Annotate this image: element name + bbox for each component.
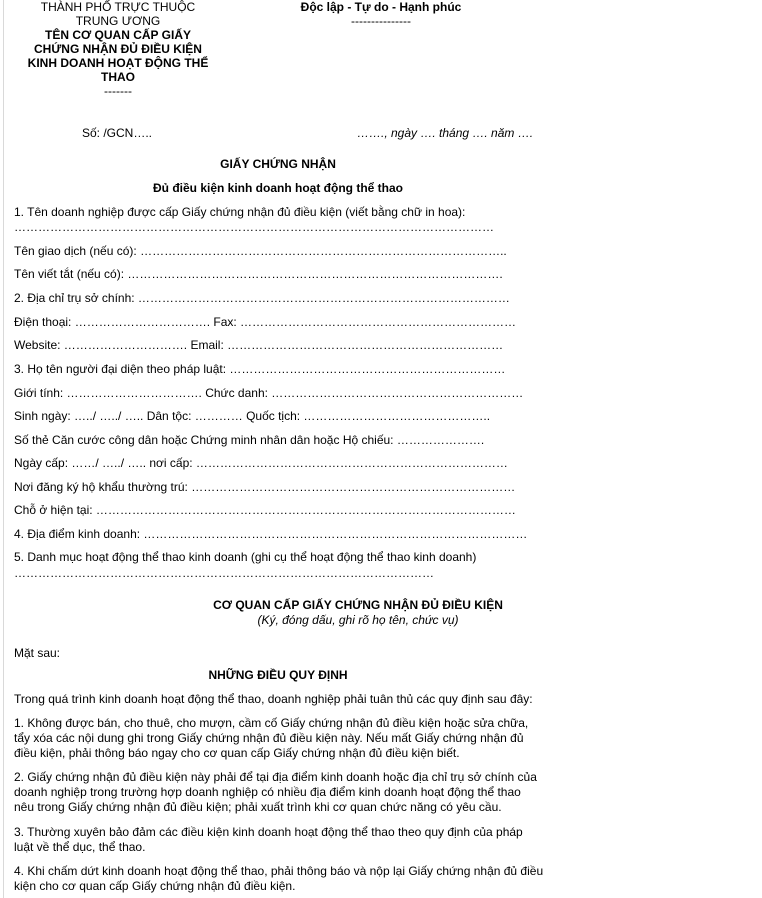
certificate-number: Số: /GCN…..: [82, 126, 153, 140]
signature-note: (Ký, đóng dấu, ghi rõ họ tên, chức vụ): [257, 613, 459, 627]
issuer-title-line-4: THAO: [101, 70, 135, 84]
field-sport-activities: 5. Danh mục hoạt động thể thao kinh doanh (ghi cụ thể hoạt động thể thao kinh doanh): [14, 550, 477, 564]
back-side-label: Mặt sau:: [14, 646, 61, 660]
field-sport-activities-blank: ……………………………………………………………………………………………: [14, 566, 434, 580]
rules-intro: Trong quá trình kinh doanh hoạt động thể thao, doanh nghiệp phải tuân thủ các quy định sau đây:: [14, 692, 533, 706]
field-company-name-blank: …………………………………………………………………………………………………………: [14, 220, 494, 234]
field-legal-representative: 3. Họ tên người đại diện theo pháp luật: ……………………………………………………………: [14, 362, 506, 376]
page-left-border: [3, 0, 4, 898]
motto-separator: ---------------: [351, 14, 411, 28]
issuer-line-2: TRUNG ƯƠNG: [75, 14, 161, 28]
field-permanent-residence: Nơi đăng ký hộ khẩu thường trú: ………………………………………………………………………: [14, 480, 516, 494]
field-website-email: Website: …………………………. Email: ……………………………………………………………: [14, 338, 504, 352]
issue-date-line: ……., ngày …. tháng …. năm ….: [357, 126, 534, 140]
field-company-name: 1. Tên doanh nghiệp được cấp Giấy chứng nhận đủ điều kiện (viết bằng chữ in hoa):: [14, 205, 466, 219]
issuer-separator: -------: [104, 84, 132, 98]
field-issue-date-place: Ngày cấp: ……/ …../ ….. nơi cấp: ……………………………………………………………………: [14, 456, 508, 470]
rule-item: 3. Thường xuyên bảo đảm các điều kiện kinh doanh hoạt động thể thao theo quy định của pháp luật về thể dục, thể thao.: [14, 825, 523, 854]
rules-title: NHỮNG ĐIỀU QUY ĐỊNH: [208, 668, 348, 682]
field-current-residence: Chỗ ở hiện tại: ……………………………………………………………………………………………: [14, 503, 516, 517]
signature-title: CƠ QUAN CẤP GIẤY CHỨNG NHẬN ĐỦ ĐIỀU KIỆN: [213, 598, 503, 612]
field-business-location: 4. Địa điểm kinh doanh: ……………………………………………………………………………………: [14, 527, 528, 541]
document-title: GIẤY CHỨNG NHẬN: [220, 157, 336, 171]
rule-item: 4. Khi chấm dứt kinh doanh hoạt động thể thao, phải thông báo và nộp lại Giấy chứng nhận đủ điều kiện cho cơ quan cấp Giấy chứng nhận đủ điều kiện.: [14, 864, 544, 893]
field-id-card: Số thẻ Căn cước công dân hoặc Chứng minh nhân dân hoặc Hộ chiếu: ………………….: [14, 433, 485, 447]
issuer-title-line-1: TÊN CƠ QUAN CẤP GIẤY: [44, 28, 192, 42]
field-trade-name: Tên giao dịch (nếu có): ………………………………………………………………………………..: [14, 244, 507, 258]
issuer-header: [14, 0, 222, 98]
issuer-line-1: THÀNH PHỐ TRỰC THUỘC: [40, 0, 196, 14]
national-motto: Độc lập - Tự do - Hạnh phúc: [300, 0, 462, 14]
rule-item: 2. Giấy chứng nhận đủ điều kiện này phải để tại địa điểm kinh doanh hoặc địa chỉ trụ sở chính của doanh nghiệp trong trường hợp doanh nghiệp có nhiều địa điểm kinh doanh hoạt động thể thao nêu trong Giấy chứng nhận đủ điều kiện; phải xuất trình khi cơ quan chức năng có yêu cầu.: [14, 770, 537, 814]
rule-item: 1. Không được bán, cho thuê, cho mượn, cầm cố Giấy chứng nhận đủ điều kiện hoặc sửa chữa, tẩy xóa các nội dung ghi trong Giấy chứng nhận đủ điều kiện này. Nếu mất Giấy chứng nhận đủ điều kiện, phải thông báo ngay cho cơ quan cấp Giấy chứng nhận đủ điều kiện biết.: [14, 716, 529, 760]
field-head-office: 2. Địa chỉ trụ sở chính: …………………………………………………………………………………: [14, 291, 510, 305]
national-header: [283, 0, 479, 28]
issuer-title-line-3: KINH DOANH HOẠT ĐỘNG THỂ: [27, 56, 209, 70]
issuer-title-line-2: CHỨNG NHẬN ĐỦ ĐIỀU KIỆN: [34, 42, 202, 56]
field-phone-fax: Điện thoại: ……………………………. Fax: ……………………………………………………………: [14, 315, 517, 329]
document-subtitle: Đủ điều kiện kinh doanh hoạt động thể thao: [153, 181, 403, 195]
field-gender-position: Giới tính: ……………………………. Chức danh: ………………………………………………………: [14, 386, 524, 400]
field-short-name: Tên viết tắt (nếu có): ………………………………………………………………………………….: [14, 267, 503, 281]
field-birth-ethnicity-nationality: Sinh ngày: …../ …../ ….. Dân tộc: ………… Quốc tịch: ………………………………………..: [14, 409, 491, 423]
